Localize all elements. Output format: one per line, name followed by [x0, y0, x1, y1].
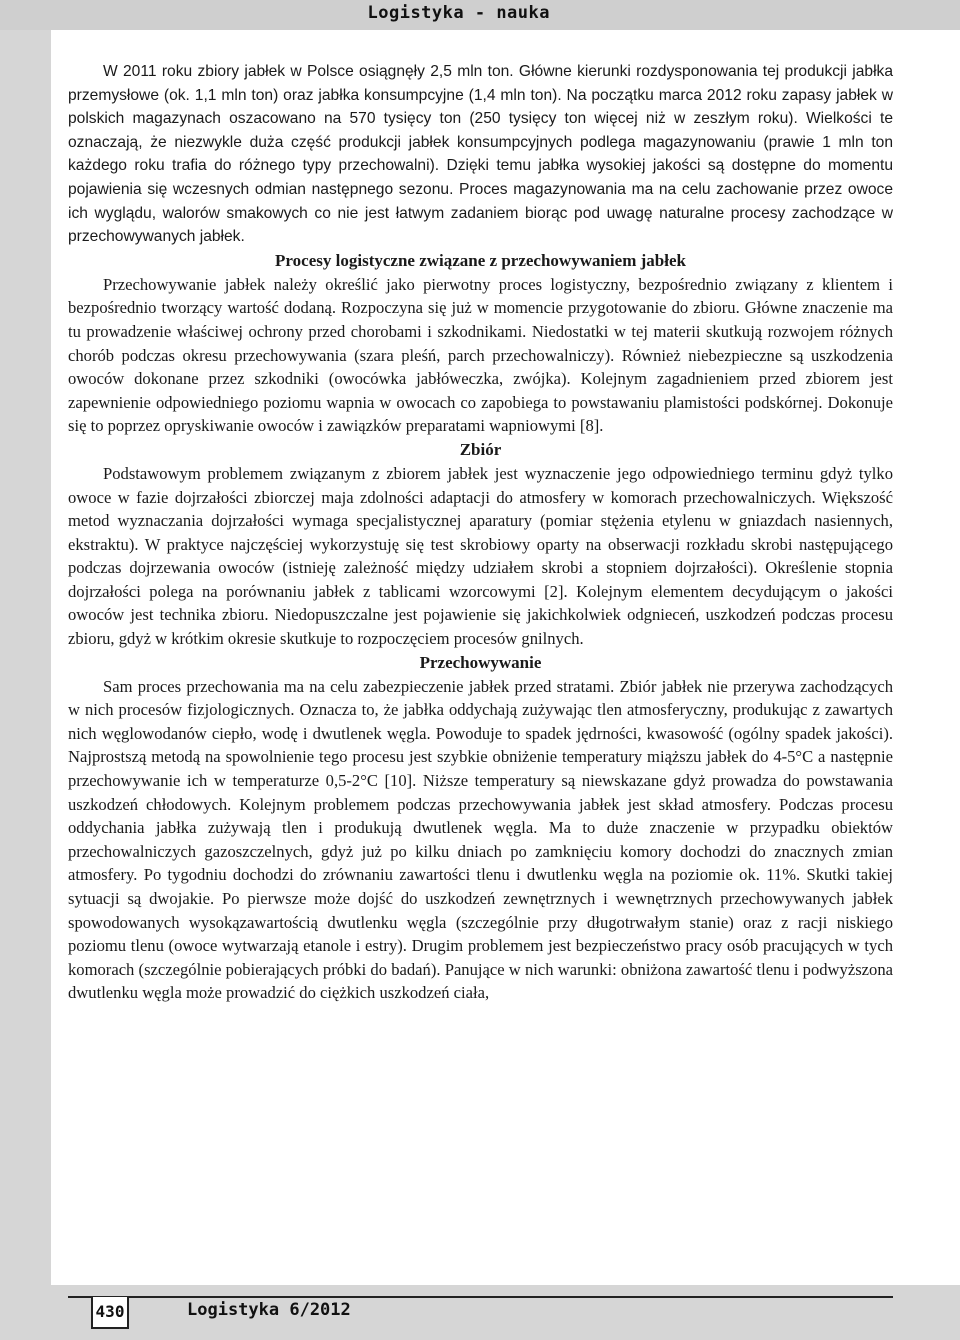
intro-paragraph: W 2011 roku zbiory jabłek w Polsce osiągnęły 2,5 mln ton. Główne kierunki rozdysponowania tej produkcji jabłka przemysłowe (ok. 1,1 mln ton) oraz jabłka konsumpcyjne (1,4 mln ton). Na początku marca 2012 roku zapasy jabłek w polskich magazynach oszacowano na 570 tysięcy ton (250 tysięcy ton więcej niż w zeszłym roku). Wielkości te oznaczają, że niezwykle duża część produkcji jabłek konsumpcyjnych podlega magazynowaniu (prawie 1 mln ton każdego roku trafia do różnego typy przechowalni). Dzięki temu jabłka wysokiej jakości są dostępne do momentu pojawienia się wczesnych odmian następnego sezonu. Proces magazynowania ma na celu zachowanie przez owoce ich wyglądu, walorów smakowych co nie jest łatwym zadaniem biorąc pod uwagę naturalne procesy zachodzące w przechowywanych jabłek. [68, 63, 893, 246]
section-heading-logistics-processes: Procesy logistyczne związane z przechowywaniem jabłek [275, 250, 686, 270]
section-paragraph-logistics-processes: Przechowywanie jabłek należy określić jako pierwotny proces logistyczny, bezpośrednio związany z klientem i bezpośrednio tworzący wartość dodaną. Rozpoczyna się już w momencie przygotowanie do zbioru. Główne znaczenie ma tu prowadzenie właściwej ochrony przed chorobami i szkodnikami. Niedostatki w tej materii skutkują rozwojem różnych chorób podczas okresu przechowywania (szara pleśń, parch przechowalniczy). Również niebezpieczne są uszkodzenia owoców dokonane przez szkodniki (owocówka jabłóweczka, zwójka). Kolejnym zagadnieniem przed zbiorem jest zapewnienie odpowiedniego poziomu wapnia w owocach co zapobiega to powstawaniu plamistości podskórnej. Dokonuje się to poprzez opryskiwanie owoców i zawiązków preparatami wapniowymi [8]. [68, 274, 893, 436]
page-number: 430 [91, 1297, 129, 1329]
section-paragraph-storage: Sam proces przechowania ma na celu zabezpieczenie jabłek przed stratami. Zbiór jabłek nie przerywa zachodzących w nich procesów fizjologicznych. Oznacza to, że jabłka oddychają zużywając tlen atmosferyczny, produkując z zawartych nich węglowodanów ciepło, wodę i dwutlenek węgla. Powoduje to spadek jędrności, kwasowość (ogólny spadek jakości). Najprostszą metodą na spowolnienie tego procesu jest szybkie obniżenie temperatury miąższu jabłek do 4-5°C a następnie przechowywanie ich w temperaturze 0,5-2°C [10]. Niższe temperatury są niewskazane gdyż prowadza do powstawania uszkodzeń chłodowych. Kolejnym problemem podczas przechowywania jabłek jest skład atmosfery. Podczas procesu oddychania jabłka zużywają tlen i produkują dwutlenek węgla. Ma to duże znaczenie w przypadku obiektów przechowalniczych gazoszczelnych, gdyż już po kilku dniach po zamknięciu komory dochodzi do znacznych zmian atmosfery. Po tygodniu dochodzi do zrównaniu zawartości tlenu i dwutlenku węgla na poziomie ok. 11%. Skutki takiej sytuacji są dwojakie. Po pierwsze może dojść do uszkodzeń zewnętrznych i wewnętrznych przechowywanych jabłek spowodowanych wysokązawartością dwutlenku węgla (szczególnie przy długotrwałym stanie) oraz z racji niskiego poziomu tlenu (owoce wytwarzają etanole i estry). Drugim problemem jest bezpieczeństwo pracy osób pracujących w tych komorach (szczególnie pobierających próbki do badań). Panujące w nich warunki: obniżona zawartość tlenu i podwyższona dwutlenku węgla może prowadzić do ciężkich uszkodzeń ciała, [68, 676, 893, 1003]
running-header [0, 0, 960, 30]
article-body [68, 60, 893, 1005]
section-heading-harvest: Zbiór [459, 439, 502, 459]
section-paragraph-harvest: Podstawowym problemem związanym z zbiorem jabłek jest wyznaczenie jego odpowiedniego terminu gdyż tylko owoce w fazie dojrzałości zbiorczej maja zdolności adaptacji do atmosfery w komorach przechowalniczych. Większość metod wyznaczania dojrzałości wymaga specjalistycznej aparatury (pomiar stężenia etylenu w gniazdach nasiennych, ekstraktu). W praktyce najczęściej wykorzystuję się test skrobiowy oparty na obserwacji rozkładu skrobi następującego podczas dojrzewania owoców (istnieję zależność między udziałem skrobi a stopniem dojrzałości). Określenie stopnia dojrzałości polega na porównaniu jabłek z tablicami wzorcowymi [2]. Kolejnym elementem decydującym o jakości owoców jest technika zbioru. Niedopuszczalne jest pojawienie się jakichkolwiek odgnieceń, uszkodzeń podczas procesu zbioru, gdyż w krótkim okresie skutkuje to rozpoczęciem procesów gnilnych. [68, 463, 893, 649]
journal-issue: Logistyka 6/2012 [187, 1300, 351, 1320]
footer-rule [68, 1296, 893, 1298]
running-header-title: Logistyka - nauka [367, 3, 550, 23]
section-heading-storage: Przechowywanie [419, 652, 542, 672]
